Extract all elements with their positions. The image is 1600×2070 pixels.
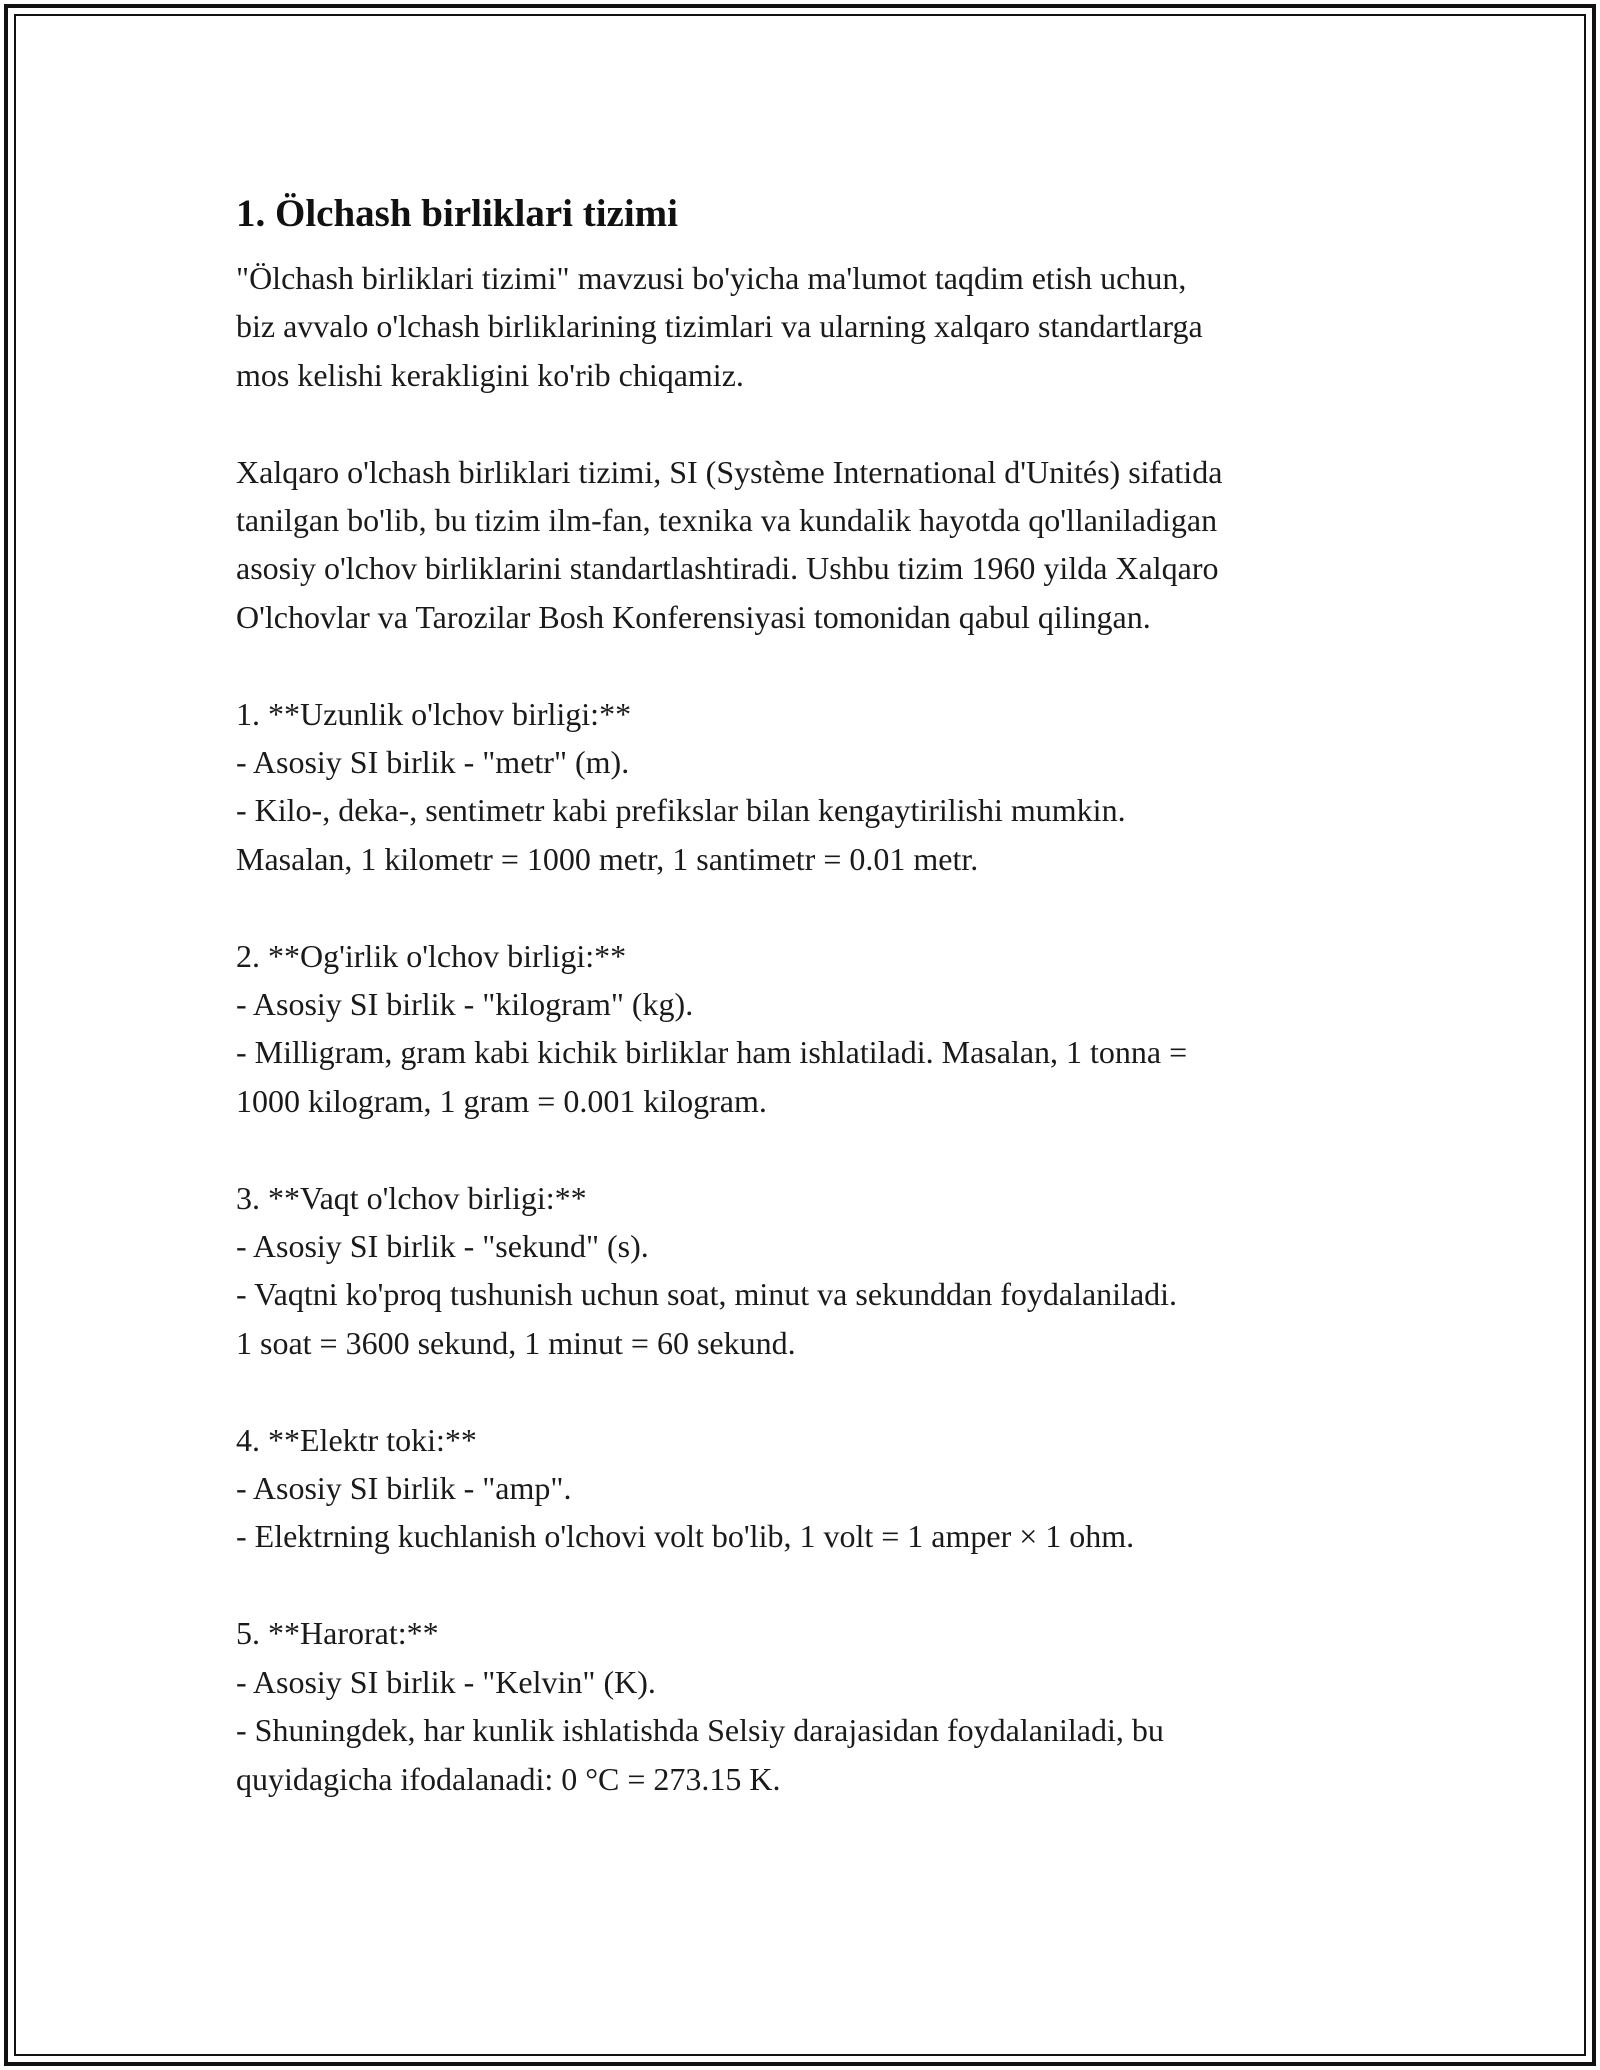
paragraph-spacer bbox=[236, 1125, 1396, 1173]
paragraph-spacer bbox=[236, 399, 1396, 447]
electric-current-section: 4. **Elektr toki:** - Asosiy SI birlik - "amp". - Elektrning kuchlanish o'lchovi volt bo'lib, 1 volt = 1 amper × 1 ohm. bbox=[236, 1421, 1135, 1555]
temperature-section: 5. **Harorat:** - Asosiy SI birlik - "Kelvin" (K). - Shuningdek, har kunlik ishlatishda Selsiy darajasidan foydalaniladi, bu quyidagicha ifodalanadi: 0 °C = 273.15 K. bbox=[236, 1615, 1164, 1797]
document-body bbox=[236, 186, 1396, 1803]
time-unit-section: 3. **Vaqt o'lchov birligi:** - Asosiy SI birlik - "sekund" (s). - Vaqtni ko'proq tushunish uchun soat, minut va sekunddan foydalaniladi. 1 soat = 3600 sekund, 1 minut = 60 sekund. bbox=[236, 1179, 1178, 1361]
length-unit-section: 1. **Uzunlik o'lchov birligi:** - Asosiy SI birlik - "metr" (m). - Kilo-, deka-, sentimetr kabi prefikslar bilan kengaytirilishi mumkin. Masalan, 1 kilometr = 1000 metr, 1 santimetr = 0.01 metr. bbox=[236, 695, 1126, 877]
page-title: 1. Ölchash birliklari tizimi bbox=[236, 192, 679, 235]
si-overview-paragraph: Xalqaro o'lchash birliklari tizimi, SI (Système International d'Unités) sifatida tanilgan bo'lib, bu tizim ilm-fan, texnika va kundalik hayotda qo'llaniladigan asosiy o'lchov birliklarini standartlashtiradi. Ushbu tizim 1960 yilda Xalqaro O'lchovlar va Tarozilar Bosh Konferensiyasi tomonidan qabul qilingan. bbox=[236, 453, 1223, 635]
intro-paragraph: "Ölchash birliklari tizimi" mavzusi bo'yicha ma'lumot taqdim etish uchun, biz avvalo o'lchash birliklarining tizimlari va ularning xalqaro standartlarga mos kelishi kerakligini ko'rib chiqamiz. bbox=[236, 260, 1203, 393]
mass-unit-section: 2. **Og'irlik o'lchov birligi:** - Asosiy SI birlik - "kilogram" (kg). - Milligram, gram kabi kichik birliklar ham ishlatiladi. Masalan, 1 tonna = 1000 kilogram, 1 gram = 0.001 kilogram. bbox=[236, 937, 1188, 1119]
paragraph-spacer bbox=[236, 641, 1396, 689]
paragraph-spacer bbox=[236, 883, 1396, 931]
paragraph-spacer bbox=[236, 1367, 1396, 1415]
paragraph-spacer bbox=[236, 1561, 1396, 1609]
